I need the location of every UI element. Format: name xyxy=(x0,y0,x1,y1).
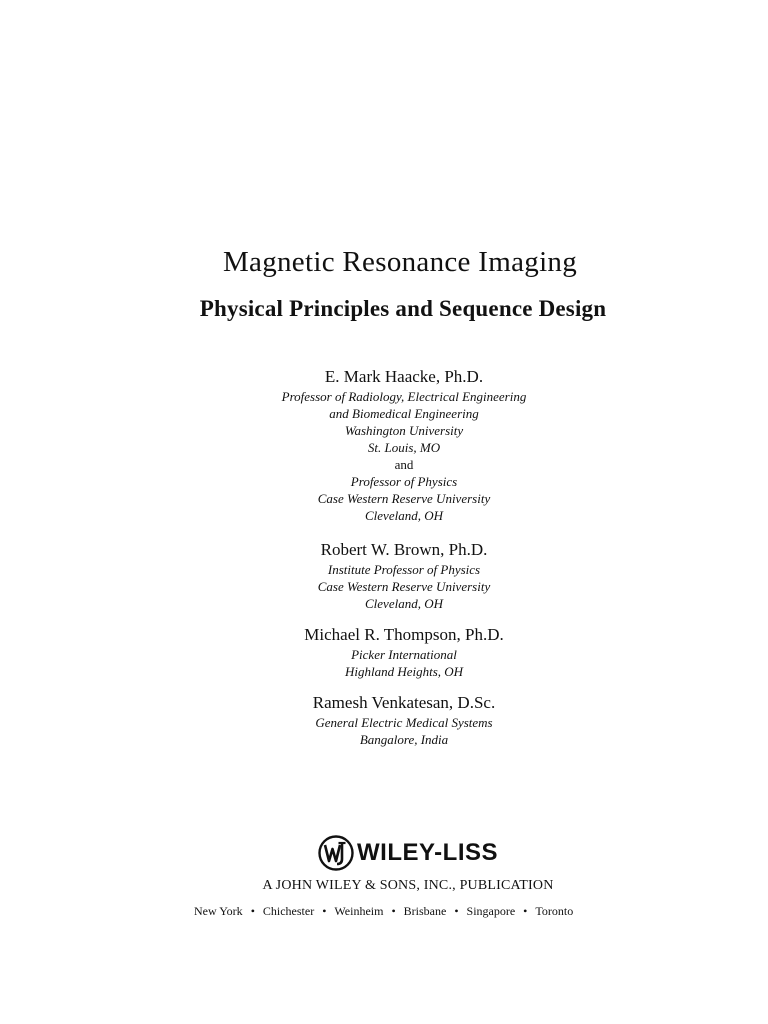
bullet-separator: • xyxy=(523,904,528,918)
book-title: Magnetic Resonance Imaging xyxy=(222,246,578,278)
city-name: Weinheim xyxy=(334,904,384,918)
city-name: Toronto xyxy=(535,904,574,918)
author-affiliation-line: Cleveland, OH xyxy=(365,596,443,611)
city-name: Brisbane xyxy=(403,904,447,918)
author-affiliation-line: Bangalore, India xyxy=(359,732,449,747)
author-block-2 xyxy=(0,539,768,612)
author-affiliation-line: Highland Heights, OH xyxy=(344,664,464,679)
author-block-3 xyxy=(0,624,768,680)
author-affiliation-line: Picker International xyxy=(351,647,457,662)
bullet-separator: • xyxy=(322,904,327,918)
author-name: Michael R. Thompson, Ph.D. xyxy=(304,625,504,644)
author-affiliation-line: Professor of Radiology, Electrical Engineering xyxy=(281,389,527,404)
author-name: Robert W. Brown, Ph.D. xyxy=(320,540,488,559)
publisher-logo-text: WILEY-LISS xyxy=(357,839,499,866)
author-name: E. Mark Haacke, Ph.D. xyxy=(324,367,484,386)
author-affiliation-line: Washington University xyxy=(344,423,464,438)
author-block-1 xyxy=(0,366,768,524)
author-affiliation-line: Institute Professor of Physics xyxy=(327,562,481,577)
publisher-cities xyxy=(194,904,573,919)
author-affiliation-line: Case Western Reserve University xyxy=(317,491,491,506)
author-affiliation-conjunction: and xyxy=(394,457,414,472)
city-name: Chichester xyxy=(262,904,315,918)
publication-line: A JOHN WILEY & SONS, INC., PUBLICATION xyxy=(262,878,554,893)
book-subtitle: Physical Principles and Sequence Design xyxy=(199,296,607,321)
author-affiliation-line: and Biomedical Engineering xyxy=(329,406,479,421)
author-affiliation-line: Cleveland, OH xyxy=(365,508,443,523)
author-affiliation-line: St. Louis, MO xyxy=(367,440,441,455)
author-affiliation-line: Professor of Physics xyxy=(350,474,458,489)
bullet-separator: • xyxy=(454,904,459,918)
author-name: Ramesh Venkatesan, D.Sc. xyxy=(312,693,496,712)
author-affiliation-line: General Electric Medical Systems xyxy=(315,715,493,730)
bullet-separator: • xyxy=(391,904,396,918)
wiley-jw-logo-icon xyxy=(318,835,354,871)
city-name: New York xyxy=(194,904,243,918)
publisher-logo xyxy=(318,833,498,873)
bullet-separator: • xyxy=(250,904,255,918)
author-block-4 xyxy=(0,692,768,748)
author-affiliation-line: Case Western Reserve University xyxy=(317,579,491,594)
city-name: Singapore xyxy=(466,904,516,918)
